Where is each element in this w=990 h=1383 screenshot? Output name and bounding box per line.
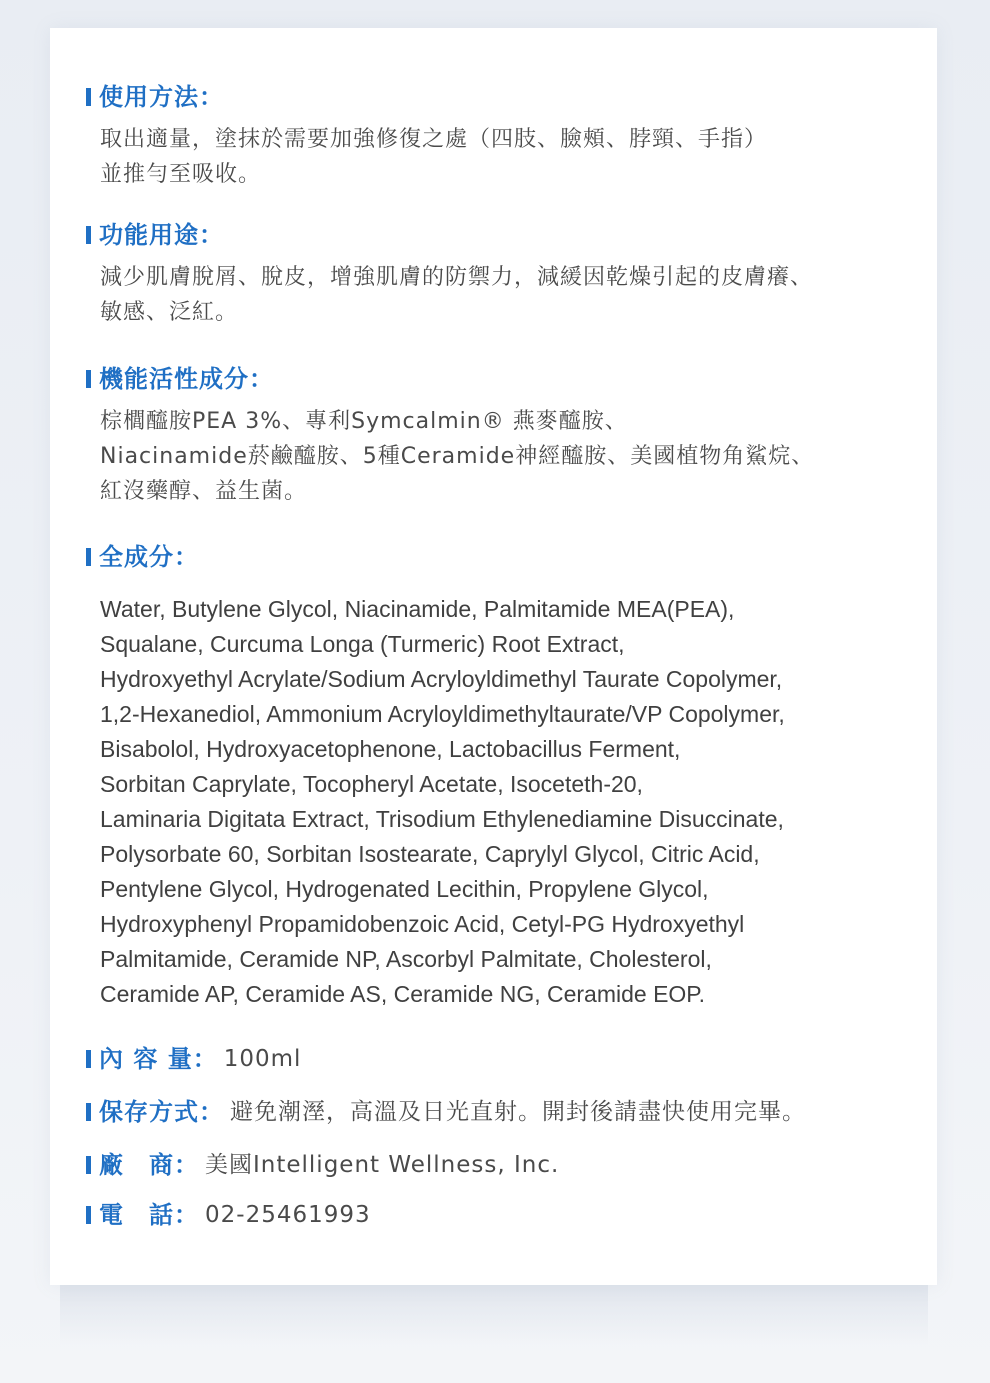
active-line: 棕櫚醯胺PEA 3%、專利Symcalmin® 燕麥醯胺、 [100, 409, 628, 434]
phone-label: 電 話： [99, 1201, 199, 1229]
volume-value: 100ml [223, 1046, 302, 1072]
usage-line: 並推勻至吸收。 [100, 162, 262, 187]
maker-row [86, 1148, 559, 1182]
heading-marker-icon [86, 1206, 91, 1224]
full-ingredients-section [86, 540, 916, 1012]
active-ingredients-text [100, 404, 916, 509]
active-ingredients-section [86, 362, 916, 509]
maker-value: 美國Intelligent Wellness, Inc. [205, 1152, 560, 1178]
ingredient-line: Laminaria Digitata Extract, Trisodium Ethylenediamine Disuccinate, [100, 806, 784, 832]
ingredient-line: Bisabolol, Hydroxyacetophenone, Lactobacillus Ferment, [100, 736, 681, 762]
storage-value: 避免潮溼，高溫及日光直射。開封後請盡快使用完畢。 [230, 1099, 806, 1125]
heading-marker-icon [86, 1103, 91, 1121]
active-line: Niacinamide菸鹼醯胺、5種Ceramide神經醯胺、美國植物角鯊烷、 [100, 444, 815, 469]
function-line: 減少肌膚脫屑、脫皮，增強肌膚的防禦力，減緩因乾燥引起的皮膚癢、 [100, 265, 814, 290]
ingredient-line: 1,2-Hexanediol, Ammonium Acryloyldimethyltaurate/VP Copolymer, [100, 701, 785, 727]
ingredient-line: Hydroxyethyl Acrylate/Sodium Acryloyldimethyl Taurate Copolymer, [100, 666, 783, 692]
full-ingredients-list [100, 592, 916, 1012]
active-ingredients-heading: 機能活性成分： [86, 362, 916, 396]
usage-heading: 使用方法： [86, 80, 916, 114]
heading-marker-icon [86, 88, 91, 106]
ingredient-line: Squalane, Curcuma Longa (Turmeric) Root Extract, [100, 631, 625, 657]
product-info-card [50, 28, 937, 1285]
storage-row [86, 1095, 806, 1129]
heading-marker-icon [86, 226, 91, 244]
storage-label: 保存方式： [99, 1098, 224, 1126]
ingredient-line: Polysorbate 60, Sorbitan Isostearate, Caprylyl Glycol, Citric Acid, [100, 841, 760, 867]
volume-row [86, 1042, 301, 1076]
heading-marker-icon [86, 1050, 91, 1068]
volume-label: 內 容 量： [99, 1045, 218, 1073]
usage-text [100, 122, 916, 192]
usage-line: 取出適量，塗抹於需要加強修復之處（四肢、臉頰、脖頸、手指） [100, 127, 768, 152]
heading-marker-icon [86, 370, 91, 388]
function-text [100, 260, 916, 330]
ingredient-line: Ceramide AP, Ceramide AS, Ceramide NG, Ceramide EOP. [100, 981, 706, 1007]
full-ingredients-heading: 全成分： [86, 540, 916, 574]
ingredient-line: Palmitamide, Ceramide NP, Ascorbyl Palmitate, Cholesterol, [100, 946, 712, 972]
phone-value: 02-25461993 [205, 1202, 371, 1228]
function-line: 敏感、泛紅。 [100, 300, 239, 325]
function-heading: 功能用途： [86, 218, 916, 252]
phone-row [86, 1198, 371, 1232]
ingredient-line: Water, Butylene Glycol, Niacinamide, Palmitamide MEA(PEA), [100, 596, 735, 622]
function-section [86, 218, 916, 330]
heading-marker-icon [86, 548, 91, 566]
usage-section [86, 80, 916, 192]
maker-label: 廠 商： [99, 1151, 199, 1179]
heading-marker-icon [86, 1156, 91, 1174]
ingredient-line: Sorbitan Caprylate, Tocopheryl Acetate, Isoceteth-20, [100, 771, 643, 797]
ingredient-line: Pentylene Glycol, Hydrogenated Lecithin, Propylene Glycol, [100, 876, 709, 902]
active-line: 紅沒藥醇、益生菌。 [100, 479, 308, 504]
card-shadow [60, 1285, 928, 1345]
ingredient-line: Hydroxyphenyl Propamidobenzoic Acid, Cetyl-PG Hydroxyethyl [100, 911, 745, 937]
